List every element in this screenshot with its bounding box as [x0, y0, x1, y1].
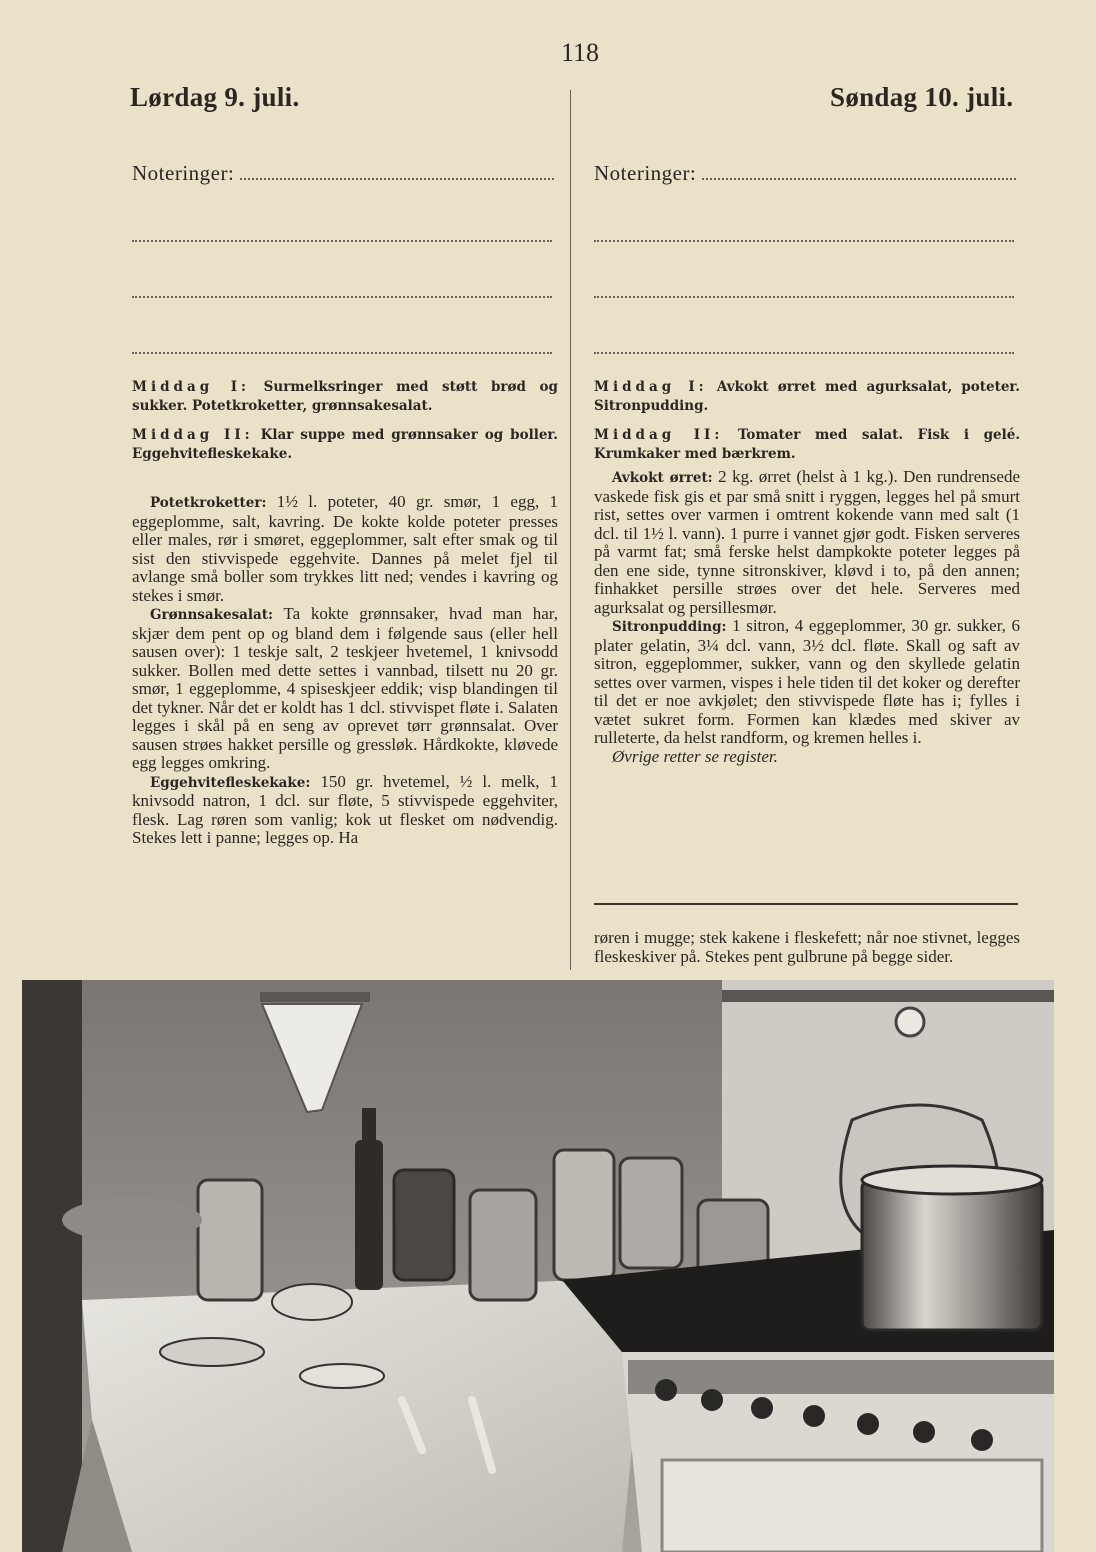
recipe-text: 1½ l. poteter, 40 gr. smør, 1 egg, 1 eggeplomme, salt, kavring. De kokte kolde poteter presses eller males, rør i smøret, eggeplommer, salt efter smak og til sist den stivvispede eggehvite. Dannes på melet fjel til avlange små boller som trykkes litt ned; vendes i kavring og stekes i smør.: [132, 492, 558, 605]
page-number: 118: [560, 38, 600, 67]
recipes-right: [594, 468, 1020, 766]
recipe-text: 1 sitron, 4 eggeplommer, 30 gr. sukker, 6 plater gelatin, 3¼ dcl. vann, 3½ dcl. fløte. Skall og saft av sitron, eggeplommer, sukker, vann og den skyllede gelatin settes over varmen, vispes i hele tiden til det koker og derefter til det er noe avkjølet; den stivvispede fløte has i; fylles i vætet sukret form. Formen kan klædes med skiver av rulleterte, da helst randform, og kremen helles i.: [594, 616, 1021, 747]
kitchen-photo: [22, 980, 1054, 1552]
recipe-text: Ta kokte grønnsaker, hvad man har, skjær dem pent op og bland dem i følgende saus (eller hell sausen over): 1 teskje salt, 2 teskjeer hvetemel, 1 knivsodd sukker. Bollen med dette settes i vannbad, tilsett nu 20 gr. smør, 1 eggeplomme, 4 spiseskjeer eddik; visp blandingen til det tykner. Når det er koldt has 1 dcl. stivvispet fløte i. Salaten legges i skål på en seng av oprevet tørr grønnsalat. Over sausen strøes hakket persille og gressløk. Hårdkokte, kløvede egg legges omkring.: [132, 604, 558, 772]
menu-label: Middag II:: [132, 427, 254, 443]
dotted-line: [594, 298, 1014, 354]
menu-dinner-1: [594, 378, 1020, 416]
dotted-line: [132, 186, 552, 242]
recipe-sitronpudding: [594, 617, 1020, 748]
menu-text: Surmelksringer med støtt brød og sukker. Potetkroketter, grønnsakesalat.: [132, 379, 558, 414]
kitchen-photo-illustration: [22, 980, 1054, 1552]
menus-right: [594, 378, 1020, 474]
recipe-text: 150 gr. hvetemel, ½ l. melk, 1 knivsodd natron, 1 dcl. sur fløte, 5 stivvispede eggehviter, flesk. Lag røren som vanlig; kok ut flesket om nødvendig. Stekes lett i panne; legges op. Ha: [132, 771, 558, 847]
dotted-line: [702, 178, 1016, 180]
menu-label: Middag I:: [132, 379, 251, 395]
menu-text: Avkokt ørret med agurksalat, poteter. Sitronpudding.: [594, 379, 1021, 414]
menu-text: Klar suppe med grønnsaker og boller. Eggehvitefleskekake.: [132, 427, 558, 462]
dotted-line: [240, 178, 554, 180]
notes-label: Noteringer:: [132, 161, 235, 185]
recipe-eggehvitefleskekake: [132, 773, 558, 848]
menu-label: Middag II:: [594, 427, 724, 443]
menus-left: [132, 378, 558, 474]
notes-section-right: [594, 150, 1020, 354]
column-divider: [570, 90, 571, 970]
menu-dinner-1: [132, 378, 558, 416]
dotted-line: [594, 242, 1014, 298]
day-heading-sunday: Søndag 10. juli.: [830, 82, 1014, 112]
recipe-text: 2 kg. ørret (helst à 1 kg.). Den rundrensede vaskede fisk gis et par små snitt i ryggen, legges hel på smurt rist, settes over varmen i omtrent kokende vann med salt (1 dcl. til 1½ l. vann). 1 purre i vannet gjør godt. Fisken serveres på varmt fat; små ferske helst dampkokte poteter legges på den ene side, tynne sitronskiver, kløvd i to, på den annen; finhakket persille strøes over det hele. Serveres med agurksalat og persillesmør.: [594, 467, 1021, 617]
recipe-title: Grønnsakesalat:: [150, 607, 274, 623]
recipe-title: Potetkroketter:: [150, 495, 267, 511]
menu-dinner-2: [132, 426, 558, 464]
recipe-gronnsakesalat: [132, 605, 558, 773]
dotted-line: [132, 242, 552, 298]
recipe-title: Avkokt ørret:: [612, 470, 713, 486]
menu-dinner-2: [594, 426, 1020, 464]
day-heading-saturday: Lørdag 9. juli.: [130, 82, 300, 112]
recipe-title: Eggehvitefleskekake:: [150, 774, 311, 791]
recipe-title: Sitronpudding:: [612, 619, 727, 635]
menu-label: Middag I:: [594, 379, 708, 395]
section-rule: [594, 903, 1018, 905]
recipe-continuation: røren i mugge; stek kakene i fleskefett; når noe stivnet, legges fleskeskiver på. Stekes pent gulbrune på begge sider.: [594, 928, 1020, 966]
dotted-line: [594, 186, 1014, 242]
recipes-left: [132, 493, 558, 848]
recipe-avkokt-orret: [594, 468, 1020, 617]
dotted-line: [132, 298, 552, 354]
notes-section-left: [132, 150, 558, 354]
notes-label: Noteringer:: [594, 161, 697, 185]
menu-text: Tomater med salat. Fisk i gelé. Krumkaker med bærkrem.: [594, 427, 1021, 462]
other-recipes-note: Øvrige retter se register.: [612, 746, 778, 766]
recipe-potetkroketter: [132, 493, 558, 605]
